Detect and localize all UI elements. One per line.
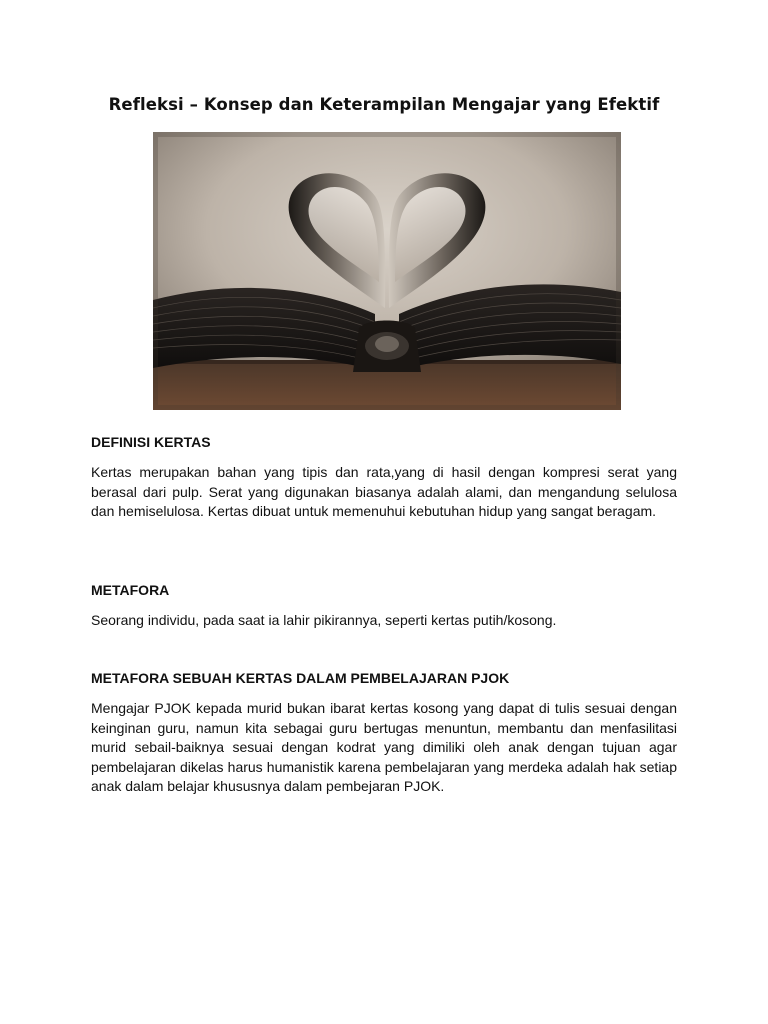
section-heading-metafora-pjok: METAFORA SEBUAH KERTAS DALAM PEMBELAJARAN PJOK (91, 670, 510, 686)
section-body-metafora-pjok: Mengajar PJOK kepada murid bukan ibarat kertas kosong yang dapat di tulis sesuai dengan keinginan guru, namun kita sebagai guru bertugas menuntun, membantu dan menfasilitasi murid sebail-baiknya sesuai dengan kodrat yang dimiliki oleh anak dengan tujuan agar pembelajaran dikelas harus humanistik karena pembelajaran yang merdeka adalah hak setiap anak dalam belajar khususnya dalam pembejaran PJOK. (91, 700, 677, 794)
section-body-metafora: Seorang individu, pada saat ia lahir pikirannya, seperti kertas putih/kosong. (91, 612, 557, 628)
hero-photo (153, 132, 621, 410)
open-book-heart-pages-icon (153, 132, 621, 410)
section-body-definisi-kertas: Kertas merupakan bahan yang tipis dan rata,yang di hasil dengan kompresi serat yang berasal dari pulp. Serat yang digunakan biasanya adalah alami, dan mengandung selulosa dan hemiselulosa. Kertas dibuat untuk memenuhui kebutuhan hidup yang sangat beragam. (91, 464, 677, 519)
page-title: Refleksi – Konsep dan Keterampilan Mengajar yang Efektif (108, 95, 660, 114)
section-heading-definisi-kertas: DEFINISI KERTAS (91, 434, 211, 450)
section-heading-metafora: METAFORA (91, 582, 170, 598)
